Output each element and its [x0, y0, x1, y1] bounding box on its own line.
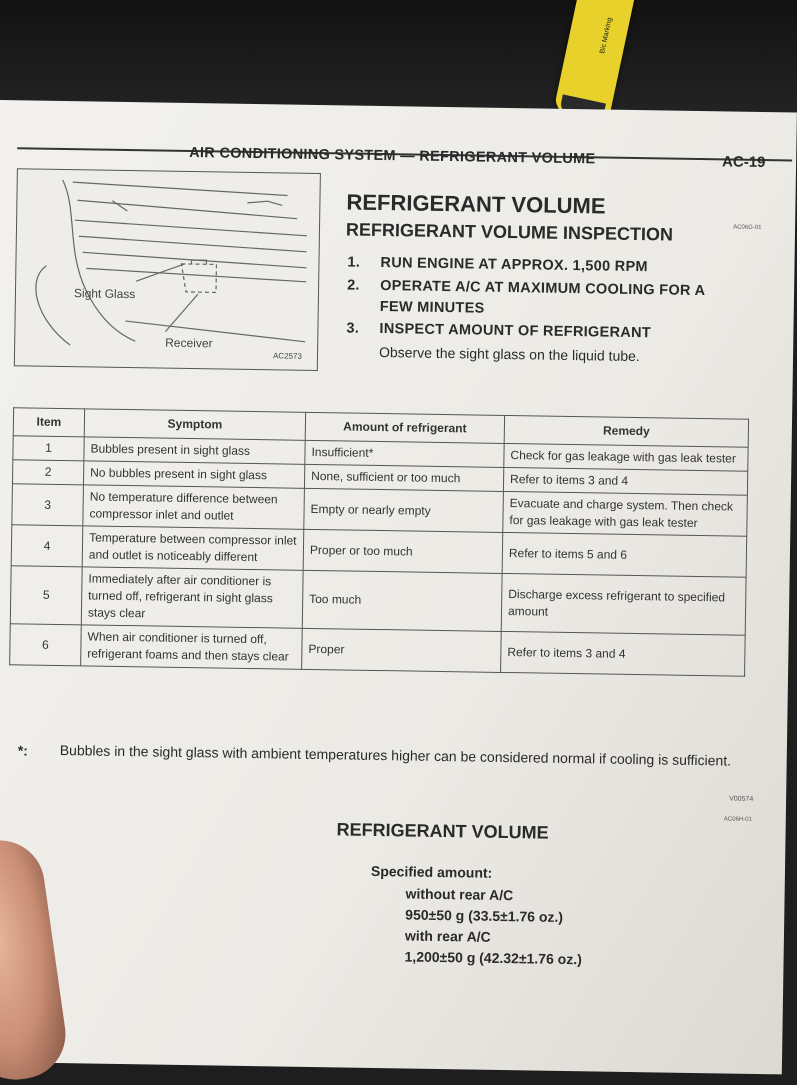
marker-brand-text: Bic Marking [599, 17, 614, 55]
symptom-cell: Immediately after air conditioner is turned off, refrigerant in sight glass stays clear [81, 567, 303, 628]
figure-label-sight-glass: Sight Glass [73, 286, 136, 302]
manual-page [0, 100, 797, 1074]
symptom-cell: Temperature between compressor inlet and outlet is noticeably different [82, 526, 304, 570]
spec-without-label: without rear A/C [405, 885, 514, 904]
column-header-item: Item [13, 408, 84, 437]
step-3-note: Observe the sight glass on the liquid tube. [378, 343, 640, 365]
symptom-cell: When air conditioner is turned off, refrigerant foams and then stays clear [81, 625, 303, 669]
symptom-cell: No temperature difference between compressor inlet and outlet [83, 485, 305, 529]
spec-with-value: 1,200±50 g (42.32±1.76 oz.) [404, 948, 582, 968]
section-2-title: REFRIGERANT VOLUME [336, 819, 549, 843]
refrigerant-symptom-table [9, 407, 749, 677]
column-header-symptom: Symptom [84, 409, 305, 440]
figure-label-receiver: Receiver [165, 335, 213, 351]
page-number: AC-19 [721, 153, 766, 172]
remedy-cell: Discharge excess refrigerant to specified amount [501, 573, 746, 635]
footnote-code: V00574 [729, 795, 754, 803]
remedy-cell: Refer to items 3 and 4 [501, 631, 746, 676]
symptom-cell: Bubbles present in sight glass [84, 437, 305, 464]
item-cell: 5 [10, 566, 82, 625]
spec-with-label: with rear A/C [404, 927, 491, 945]
amount-cell: None, sufficient or too much [304, 464, 503, 491]
amount-cell: Too much [302, 570, 502, 631]
symptom-cell: No bubbles present in sight glass [83, 461, 304, 488]
step-number-3: 3. [346, 320, 360, 337]
footnote-mark: *: [17, 742, 29, 759]
column-header-amount: Amount of refrigerant [305, 412, 504, 443]
step-number-1: 1. [347, 254, 361, 271]
spec-without-value: 950±50 g (33.5±1.76 oz.) [405, 906, 564, 925]
column-header-remedy: Remedy [504, 415, 748, 447]
remedy-cell: Refer to items 5 and 6 [502, 532, 747, 577]
step-text-2-cont: FEW MINUTES [379, 298, 485, 317]
amount-cell: Proper [302, 628, 502, 672]
spec-label: Specified amount: [370, 862, 493, 881]
step-text-1: RUN ENGINE AT APPROX. 1,500 RPM [380, 254, 648, 276]
amount-cell: Proper or too much [303, 529, 503, 573]
section-code: AC06G-01 [733, 224, 762, 231]
item-cell: 2 [12, 460, 83, 485]
section-title: REFRIGERANT VOLUME [346, 189, 606, 219]
amount-cell: Empty or nearly empty [304, 488, 504, 532]
item-cell: 6 [10, 624, 82, 666]
footnote-text: Bubbles in the sight glass with ambient temperatures higher can be considered normal if cooling is sufficient. [59, 742, 732, 769]
item-cell: 1 [13, 436, 84, 461]
remedy-cell: Refer to items 3 and 4 [503, 467, 747, 495]
section-header-title: AIR CONDITIONING SYSTEM — REFRIGERANT VOLUME [189, 144, 596, 168]
item-cell: 3 [12, 484, 84, 526]
amount-cell: Insufficient* [305, 440, 504, 467]
step-number-2: 2. [347, 277, 360, 294]
step-text-2: OPERATE A/C AT MAXIMUM COOLING FOR A [379, 277, 706, 300]
section-2-code: AC06H-01 [723, 816, 752, 823]
remedy-cell: Evacuate and charge system. Then check for gas leakage with gas leak tester [503, 491, 748, 536]
step-text-3: INSPECT AMOUNT OF REFRIGERANT [379, 320, 652, 342]
section-subtitle: REFRIGERANT VOLUME INSPECTION [345, 219, 674, 245]
remedy-cell: Check for gas leakage with gas leak tester [504, 443, 748, 471]
sight-glass-figure [14, 168, 321, 371]
figure-code: AC2573 [272, 351, 303, 361]
item-cell: 4 [11, 525, 83, 567]
